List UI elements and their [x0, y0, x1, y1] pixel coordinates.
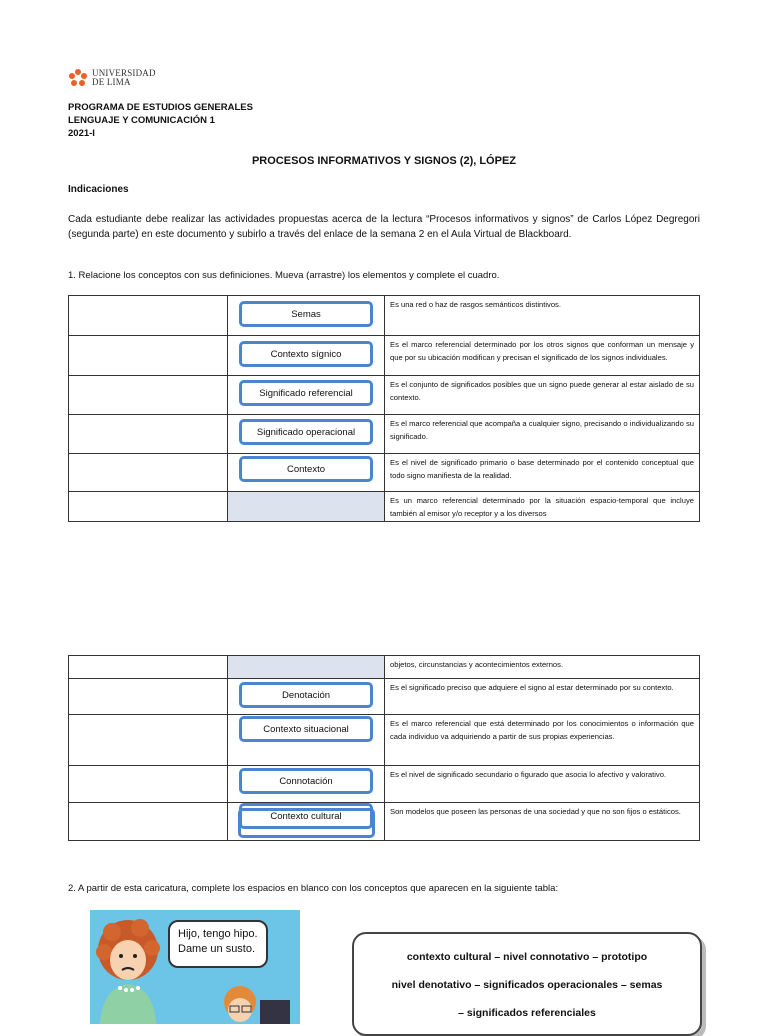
indications-text: Cada estudiante debe realizar las actividades propuestas acerca de la lectura “Procesos informativos y signos” de Carlos López Degregori (segunda parte) en este documento y subirlo a través del enlace de la semana 2 en el Aula Virtual de Blackboard. — [68, 214, 700, 240]
speech-bubble: Hijo, tengo hipo. Dame un susto. — [168, 920, 268, 968]
table-row — [69, 492, 700, 522]
page-title: PROCESOS INFORMATIVOS Y SIGNOS (2), LÓPEZ — [251, 155, 517, 167]
table-row — [69, 415, 700, 454]
concepts-box — [352, 932, 702, 1036]
draggable-chip[interactable]: Connotación — [239, 768, 373, 794]
child-figure — [224, 986, 290, 1024]
concepts-line-2: nivel denotativo – significados operacionales – semas — [391, 979, 663, 991]
answer-cell[interactable] — [69, 454, 228, 492]
answer-cell[interactable] — [69, 376, 228, 415]
answer-cell[interactable] — [69, 336, 228, 376]
answer-cell[interactable] — [69, 656, 228, 679]
table-row — [69, 715, 700, 766]
program-name: PROGRAMA DE ESTUDIOS GENERALES — [68, 102, 253, 113]
matching-table-2 — [68, 655, 700, 841]
cartoon-image — [90, 910, 300, 1024]
empty-chip-cell — [228, 492, 385, 522]
course-name: LENGUAJE Y COMUNICACIÓN 1 — [68, 115, 215, 126]
answer-cell[interactable] — [69, 766, 228, 803]
draggable-chip[interactable]: Denotación — [239, 682, 373, 708]
definition-cell: Son modelos que poseen las personas de una sociedad y que no son fijos o estáticos. — [385, 803, 700, 841]
draggable-chip[interactable]: Contexto sígnico — [239, 341, 373, 367]
concepts-line-1: contexto cultural – nivel connotativo – prototipo — [406, 951, 648, 963]
definition-cell: Es una red o haz de rasgos semánticos distintivos. — [385, 296, 700, 336]
table-row — [69, 766, 700, 803]
answer-cell[interactable] — [69, 803, 228, 841]
chip-cell — [228, 415, 385, 454]
draggable-chip[interactable]: Contexto — [239, 456, 373, 482]
chip-cell — [228, 454, 385, 492]
definition-cell: Es el conjunto de significados posibles que un signo puede generar al estar aislado de su contexto. — [385, 376, 700, 415]
definition-cell: Es un marco referencial determinado por la situación espacio-temporal que incluye también al emisor y/o receptor y a los diversos — [385, 492, 700, 522]
chip-cell — [228, 679, 385, 715]
logo-flower-icon — [68, 68, 88, 88]
draggable-chip[interactable]: Significado referencial — [239, 380, 373, 406]
mother-figure — [96, 919, 160, 1024]
university-logo — [68, 68, 156, 88]
empty-chip-cell — [228, 656, 385, 679]
definition-cell: Es el nivel de significado secundario o figurado que asocia lo afectivo y valorativo. — [385, 766, 700, 803]
definition-cell: Es el marco referencial determinado por los otros signos que conforman un mensaje y que por su ubicación modifican y precisan el significado de los signos individuales. — [385, 336, 700, 376]
chip-cell — [228, 296, 385, 336]
draggable-chip[interactable]: Contexto cultural — [239, 803, 373, 829]
term: 2021-I — [68, 128, 95, 139]
table-row — [69, 656, 700, 679]
definition-cell: Es el nivel de significado primario o base determinado por el contenido conceptual que todo signo manifiesta de la realidad. — [385, 454, 700, 492]
question-1: 1. Relacione los conceptos con sus definiciones. Mueva (arrastre) los elementos y complete el cuadro. — [68, 270, 500, 281]
answer-cell[interactable] — [69, 715, 228, 766]
definition-cell: Es el significado preciso que adquiere el signo al estar determinado por su contexto. — [385, 679, 700, 715]
table-row — [69, 336, 700, 376]
indications-heading: Indicaciones — [68, 184, 129, 195]
table-row — [69, 803, 700, 841]
chip-cell — [228, 376, 385, 415]
chip-cell — [228, 715, 385, 766]
chip-cell — [228, 766, 385, 803]
chip-outline — [238, 808, 375, 838]
draggable-chip[interactable]: Semas — [239, 301, 373, 327]
table-row — [69, 296, 700, 336]
definition-cell: Es el marco referencial que acompaña a cualquier signo, precisando o individualizando su significado. — [385, 415, 700, 454]
matching-table-1 — [68, 295, 700, 522]
table-row — [69, 679, 700, 715]
draggable-chip[interactable]: Contexto situacional — [239, 716, 373, 742]
table-row — [69, 376, 700, 415]
answer-cell[interactable] — [69, 415, 228, 454]
answer-cell[interactable] — [69, 492, 228, 522]
question-2: 2. A partir de esta caricatura, complete los espacios en blanco con los conceptos que aparecen en la siguiente tabla: — [68, 883, 559, 894]
definition-cell: Es el marco referencial que está determinado por los conocimientos o información que cada individuo va adquiriendo a partir de sus propias experiencias. — [385, 715, 700, 766]
answer-cell[interactable] — [69, 679, 228, 715]
concepts-line-3: – significados referenciales — [458, 1007, 596, 1019]
answer-cell[interactable] — [69, 296, 228, 336]
table-row — [69, 454, 700, 492]
chip-cell — [228, 803, 385, 841]
logo-text: UNIVERSIDAD DE LIMA — [92, 68, 156, 87]
draggable-chip[interactable]: Significado operacional — [239, 419, 373, 445]
chip-cell — [228, 336, 385, 376]
definition-cell: objetos, circunstancias y acontecimientos externos. — [385, 656, 700, 679]
